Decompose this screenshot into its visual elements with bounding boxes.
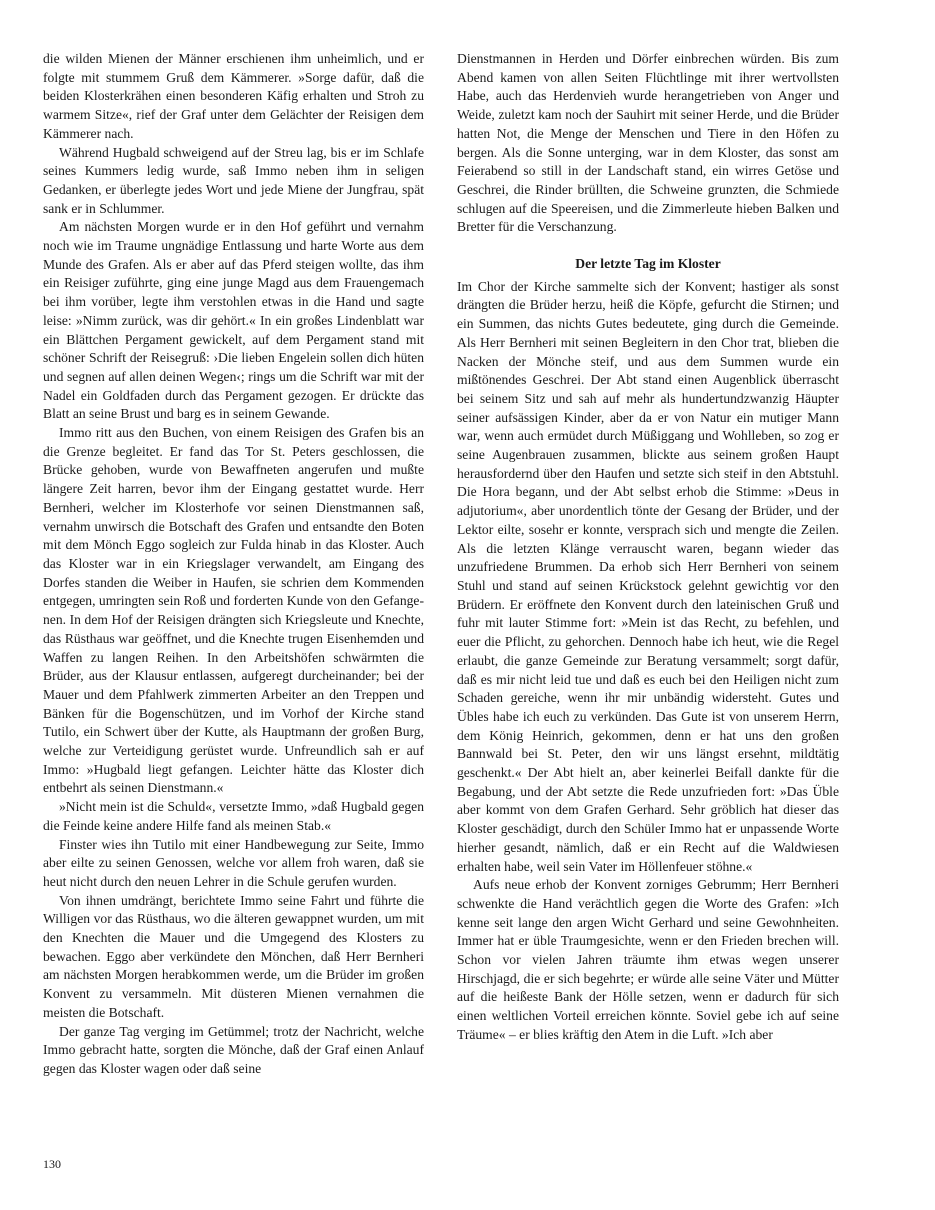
left-column [43, 50, 424, 1079]
right-column [457, 50, 839, 1045]
paragraph: Von ihnen umdrängt, berichtete Immo seine Fahrt und führte die Willigen vor das Rüsthaus, wo die älteren gewappnet wurden, um mit den Knechten die Mauer und die Umgegend des Klosters zu bewachen. Eggo aber verkündete den Mönchen, daß Herr Bernheri am nächsten Morgen herabkommen werde, um die Brüder im großen Konvent zu versammeln. Mit düsteren Mienen vernahmen die meisten die Botschaft. [43, 892, 424, 1020]
paragraph: die wilden Mienen der Männer erschienen ihm unheimlich, und er folgte mit stummem Gruß dem Kämmerer. »Sorge dafür, daß die beiden Klosterkrähen einen besonderen Käfig erhalten und Stroh zu warmem Sitze«, rief der Graf unter dem Gelächter der Reisigen dem Kämmerer nach. [43, 51, 424, 141]
paragraph: Im Chor der Kirche sammelte sich der Konvent; hastiger als sonst drängten die Brüder herzu, heiß die Köpfe, gefurcht die Stirnen; und ein Summen, das nichts Gutes bedeutete, ging durch die Gemeinde. Als Herr Bernheri mit seinen Begleitern in den Chor trat, blieben die Nacken der Mönche steif, und aus dem Summen wurde ein mißtönendes Geschrei. Der Abt stand einen Augenblick überrascht bei seinem Sitz und sah auf mehr als hundertundzwanzig Häupter seiner aufsässigen Kinder, aber da er von Natur ein mutiger Mann war, wenn auch ermüdet durch Müßiggang und Wohlleben, so zog er seine Augenbrauen zusammen, blickte aus seinem großen Haupt herausfordernd über den Haufen und setzte sich steif in den Abtstuhl. Die Hora begann, und der Abt selbst erhob die Stimme: »Deus in adjutorium«, aber unordentlich tönte der Gesang der Brüder, und der Lektor eilte, sosehr er konnte, versprach sich und mengte die Zeilen. Als die letzten Klänge verrauscht waren, begann wieder das unzufriedene Brummen. Da erhob sich Herr Bernheri von seinem Stuhl und stand auf seinen Krückstock gelehnt gewichtig vor den Brüdern. Er eröffnete den Konvent durch den lateinischen Gruß und fuhr mit lauter Stimme fort: »Mein ist das Recht, zu befehlen, und euer die Pflicht, zu gehorchen. Dennoch habe ich heut, wie die Regel erlaubt, die ganze Gemeinde zur Beratung versammelt; sorgt dafür, daß es mir nicht leid tue und daß es euch bei den Heiligen nicht zum Schaden gereiche, wenn ihr mir unbändig widersteht. Gutes und Übles habe ich euch zu verkünden. Das Gute ist von unserem Herrn, dem König Heinrich, gekommen, denn er hat uns den großen Bannwald bei St. Peter, den wir uns längst ersehnt, mildtätig geschenkt.« Der Abt hielt an, aber keinerlei Beifall dankte für die Begabung, und der Abt setzte die Rede unzufrieden fort: »Das Üble aber kommt von dem Grafen Gerhard. Sehr gröblich hat dieser das Kloster geschädigt, durch den Schüler Immo hat er unpassende Worte hierher gesandt, nämlich, daß er ein Recht auf die Waldwiesen erhalten habe, weil sein Vater im Höllenfeuer stöhne.« [457, 278, 839, 874]
paragraph: Dienstmannen in Herden und Dörfer einbrechen würden. Bis zum Abend kamen von allen Seiten Flüchtlinge mit ihrer wertvollsten Habe, auch das Herdenvieh wurde herangetrieben von Anger und Weide, zuletzt kam noch der Sauhirt mit seiner Herde, und die Brüder hatten Not, die Menge der Menschen und Tiere in den Höfen zu bergen. Als die Sonne unterging, war in dem Kloster, das sonst am Feierabend so still in der Landschaft stand, ein wirres Getöse und Geschrei, die Rinder brüllten, die Schweine grunzten, die Schmiede schlugen auf die Speereisen, und die Zimmerleute hieben Balken und Bretter für die Verschanzung. [457, 51, 839, 235]
paragraph: Immo ritt aus den Buchen, von einem Reisigen des Grafen bis an die Grenze begleitet. Er fand das Tor St. Peters geschlossen, die Brücke gehoben, wurde von Bewaffneten angerufen und mußte längere Zeit harren, bevor ihm der Eingang gestattet wurde. Herr Bernheri, welcher im Klosterhofe vor seinen Dienstmannen saß, vernahm unwirsch die Botschaft des Grafen und entsandte den Boten mit dem Mönch Eggo sogleich zur Fulda hinab in das Kloster. Auch das Kloster war in ein Kriegslager verwandelt, am Eingang des Dorfes standen die Weiber in Haufen, sie schrien dem Kommenden entgegen, umringten sein Roß und forderten Kunde von den Gefangenen. In dem Hof der Reisigen drängten sich Kriegsleute und Knechte, das Rüsthaus war geöffnet, und die Knechte trugen Eisenhemden und Waffen zu langen Reihen. In den Arbeitshöfen schwärmten die Brüder, aus der Klausur entlassen, aufgeregt durcheinander; bei der Mauer und dem Pfahlwerk zimmerten Arbeiter an den Treppen und Bänken für die Bogenschützen, und im Vorhof der Kirche stand Tutilo, ein Schwert über der Kutte, als Hauptmann der großen Burg, welche zur Verteidigung gerüstet wurde. Unfreundlich sah er auf Immo: »Hugbald liegt gefangen. Leichter hätte das Kloster dich entbehrt als seinen Dienstmann.« [43, 425, 424, 796]
paragraph: Am nächsten Morgen wurde er in den Hof geführt und vernahm noch wie im Traume ungnädige Entlassung und harte Worte aus dem Munde des Grafen. Als er aber auf das Pferd steigen wollte, das ihm ein Reisiger zuführte, ging eine junge Magd aus dem Frauengemach bei ihm vorüber, legte ihm verstohlen etwas in die Hand und sagte leise: »Nimm zurück, was dir gehört.« In ein großes Lindenblatt war ein Blättchen Pergament gewickelt, auf dem Pergament stand mit schöner Schrift der Reisegruß: ›Die lieben Engelein sollen dich hüten und segnen auf allen deinen Wegen‹; rings um die Schrift war mit der Nadel ein Goldfaden durch das Pergament gezogen. Er drückte das Blatt an seine Brust und barg es in seinem Gewande. [43, 219, 424, 422]
paragraph: Aufs neue erhob der Konvent zorniges Gebrumm; Herr Bernheri schwenkte die Hand verächtlich gegen die Worte des Grafen: »Ich kenne seit lange den argen Wicht Gerhard und seine Gewohnheiten. Immer hat er üble Traumgesichte, wenn er den Frieden brechen will. Schon vor vielen Jahren träumte ihm etwas wegen unserer Hirschjagd, die er sich begehrte; er würde alle seine Väter und Mütter auf die heißeste Bank der Hölle setzen, wenn er dadurch für sich einen weltlichen Vorteil erreichen könnte. Soviel gebe ich auf seine Träume« – er blies kräftig den Atem in die Luft. »Ich aber [457, 877, 839, 1042]
page-number: 130 [43, 1157, 61, 1171]
paragraph: Finster wies ihn Tutilo mit einer Handbewegung zur Seite, Immo aber eilte zu seinen Genossen, welche vor allem froh waren, daß sie heut nicht durch den neuen Lehrer in die Schule gerufen wurden. [43, 836, 424, 889]
paragraph: Während Hugbald schweigend auf der Streu lag, bis er im Schlafe seines Kummers ledig wurde, saß Immo neben ihm in seligen Gedanken, er überlegte jedes Wort und jede Miene der Jungfrau, spät sank er in Schlummer. [43, 144, 424, 216]
paragraph: Der ganze Tag verging im Getümmel; trotz der Nachricht, welche Immo gebracht hatte, sorgten die Mönche, daß der Graf einen Anlauf gegen das Kloster wagen oder daß seine [43, 1023, 424, 1076]
paragraph: »Nicht mein ist die Schuld«, versetzte Immo, »daß Hugbald gegen die Feinde keine andere Hilfe fand als meinen Stab.« [43, 799, 424, 833]
chapter-heading: Der letzte Tag im Kloster [575, 256, 721, 272]
